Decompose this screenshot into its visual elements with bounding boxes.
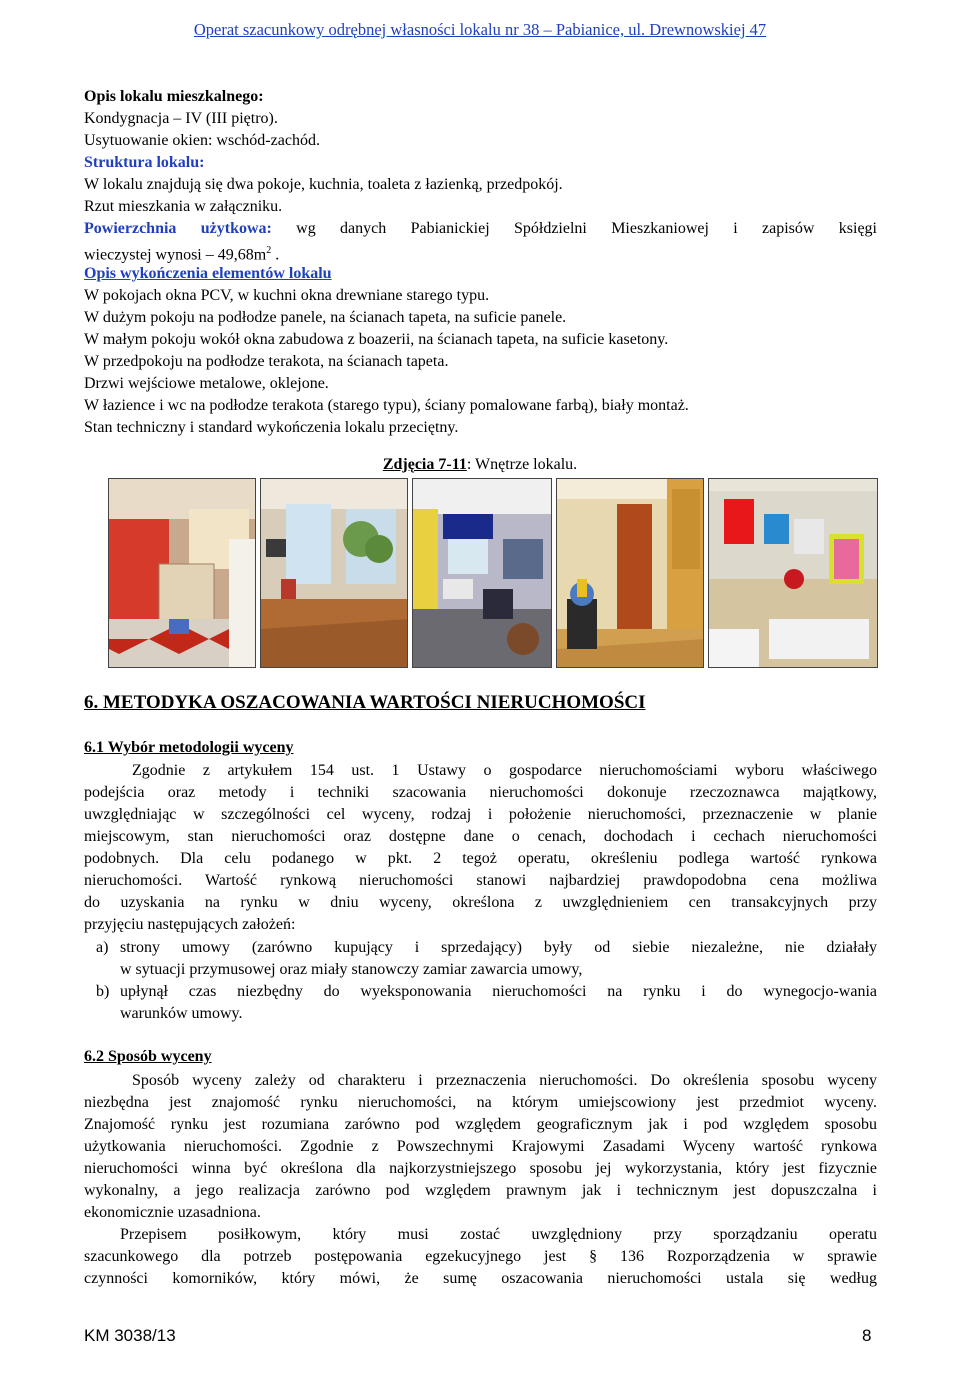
list-label-b: b) <box>96 983 110 1000</box>
caption-rest: : Wnętrze lokalu. <box>466 456 578 473</box>
struktura-title: Struktura lokalu: <box>84 154 205 171</box>
wykonczenie-heading <box>84 263 877 285</box>
wykonczenie-line: W małym pokoju wokół okna zabudowa z boazerii, na ścianach tapeta, na suficie kasetony. <box>84 331 669 348</box>
list-item-a-line: strony umowy (zarówno kupujący i sprzedający) były od siebie niezależne, nie działały <box>120 939 877 956</box>
section-6-title: 6. METODYKA OSZACOWANIA WARTOŚCI NIERUCHOMOŚCI <box>84 692 646 713</box>
list-item-a-line: w sytuacji przymusowej oraz miały stanowczy zamiar zawarcia umowy, <box>120 961 583 978</box>
kondygnacja-text: Kondygnacja – IV (III piętro). <box>84 110 278 127</box>
wykonczenie-line: W przedpokoju na podłodze terakota, na ścianach tapeta. <box>84 353 449 370</box>
photo-caption <box>0 456 960 474</box>
s62-line: użytkowania nieruchomości. Zgodnie z Powszechnymi Krajowymi Zasadami Wyceny wartość rynkowa <box>84 1138 877 1155</box>
s61-line: nieruchomości. Wartość rynkową nieruchomości stanowi najbardziej prawdopodobna cena możliwa <box>84 872 877 889</box>
footer-page-number: 8 <box>862 1326 872 1345</box>
s62-line: szacunkowego dla potrzeb postępowania egzekucyjnego jest § 136 Rozporządzenia w sprawie <box>84 1248 877 1265</box>
s61-line: do uzyskania na rynku w dniu wyceny, określona z uwzględnieniem cen transakcyjnych przy <box>84 894 877 911</box>
s62-line: Sposób wyceny zależy od charakteru i przeznaczenia nieruchomości. Do określenia sposobu wyceny <box>132 1072 877 1089</box>
photo-hallway <box>556 478 704 668</box>
powierzchnia-value: wieczystej wynosi – 49,68m <box>84 246 267 264</box>
wykonczenie-title: Opis wykończenia elementów lokalu <box>84 265 332 282</box>
list-label-a: a) <box>96 939 109 956</box>
page-header: Operat szacunkowy odrębnej własności lokalu nr 38 – Pabianice, ul. Drewnowskiej 47 <box>193 20 767 39</box>
s62-line: Znajomość rynku jest rozumiana zarówno pod względem geograficznym jak i pod względem sposobu <box>84 1116 877 1133</box>
section-title-opis <box>84 86 877 108</box>
footer-rule <box>84 1318 877 1319</box>
section-6-2-title: 6.2 Sposób wyceny <box>84 1048 212 1065</box>
struktura-text: W lokalu znajdują się dwa pokoje, kuchnia, toaleta z łazienką, przedpokój. <box>84 176 563 193</box>
s61-line: miejscowym, stan nieruchomości oraz dostępne dane o cenach, dochodach i cechach nieruchomości <box>84 828 877 845</box>
s62-line: Przepisem posiłkowym, który musi zostać uwzględniony przy sporządzaniu operatu <box>120 1226 877 1243</box>
s62-line: niezbędna jest znajomość rynku nieruchomości, na którym umiejscowiony jest przedmiot wyceny. <box>84 1094 877 1111</box>
rzut-text: Rzut mieszkania w załączniku. <box>84 198 283 215</box>
s62-line: czynności komorników, który mówi, że sumę oszacowania nieruchomości ustala się według <box>84 1270 877 1287</box>
s62-line: ekonomicznie uzasadniona. <box>84 1204 261 1221</box>
caption-bold: Zdjęcia 7-11 <box>382 456 467 473</box>
s62-line: wykonalny, a jego realizacja zarówno pod względem prawnym jak i technicznym jest dopuszczalna i <box>84 1182 877 1199</box>
photo-strip <box>108 478 878 668</box>
s61-line: uwzględniając w szczególności cel wyceny, rodzaj i położenie nieruchomości, przeznaczenie w planie <box>84 806 877 823</box>
footer-case-number: KM 3038/13 <box>84 1326 176 1345</box>
s62-line: nieruchomości winna być określona dla najkorzystniejszego sposobu jej wykorzystania, który jest fizycznie <box>84 1160 877 1177</box>
s61-line: Zgodnie z artykułem 154 ust. 1 Ustawy o gospodarce nieruchomościami wyboru właściwego <box>132 762 877 779</box>
wykonczenie-line: W łazience i wc na podłodze terakota (starego typu), ściany pomalowane farbą), biały montaż. <box>84 397 689 414</box>
powierzchnia-end: . <box>271 246 280 264</box>
photo-room-3 <box>412 478 552 668</box>
wykonczenie-line: W dużym pokoju na podłodze panele, na ścianach tapeta, na suficie panele. <box>84 309 567 326</box>
wykonczenie-line: Stan techniczny i standard wykończenia lokalu przeciętny. <box>84 419 459 436</box>
list-item-b-line: upłynął czas niezbędny do wyeksponowania nieruchomości na rynku i do wynegocjo-wania <box>120 983 877 1000</box>
s61-line: podejścia oraz metody i techniki szacowania nieruchomości dokonuje rzeczoznawca majątkowy, <box>84 784 877 801</box>
list-item-b-line: warunków umowy. <box>120 1005 243 1022</box>
powierzchnia-line <box>84 218 877 240</box>
wykonczenie-line: W pokojach okna PCV, w kuchni okna drewniane starego typu. <box>84 287 490 304</box>
struktura-heading <box>84 152 877 174</box>
photo-room-2 <box>260 478 408 668</box>
s61-line: przyjęciu następujących założeń: <box>84 916 296 933</box>
powierzchnia-text: wg danych Pabianickiej Spółdzielni Mieszkaniowej i zapisów księgi <box>271 220 877 237</box>
photo-room-1 <box>108 478 256 668</box>
section-6-1-title: 6.1 Wybór metodologii wyceny <box>84 739 294 756</box>
opis-title: Opis lokalu mieszkalnego: <box>84 88 264 105</box>
powierzchnia-sup: 2 <box>266 245 272 256</box>
wykonczenie-line: Drzwi wejściowe metalowe, oklejone. <box>84 375 329 392</box>
photo-bathroom <box>708 478 878 668</box>
powierzchnia-label: Powierzchnia użytkowa: <box>84 220 272 237</box>
s61-line: podobnych. Dla celu podanego w pkt. 2 tegoż operatu, określeniu podlega wartość rynkowa <box>84 850 877 867</box>
usytuowanie-text: Usytuowanie okien: wschód-zachód. <box>84 132 320 149</box>
